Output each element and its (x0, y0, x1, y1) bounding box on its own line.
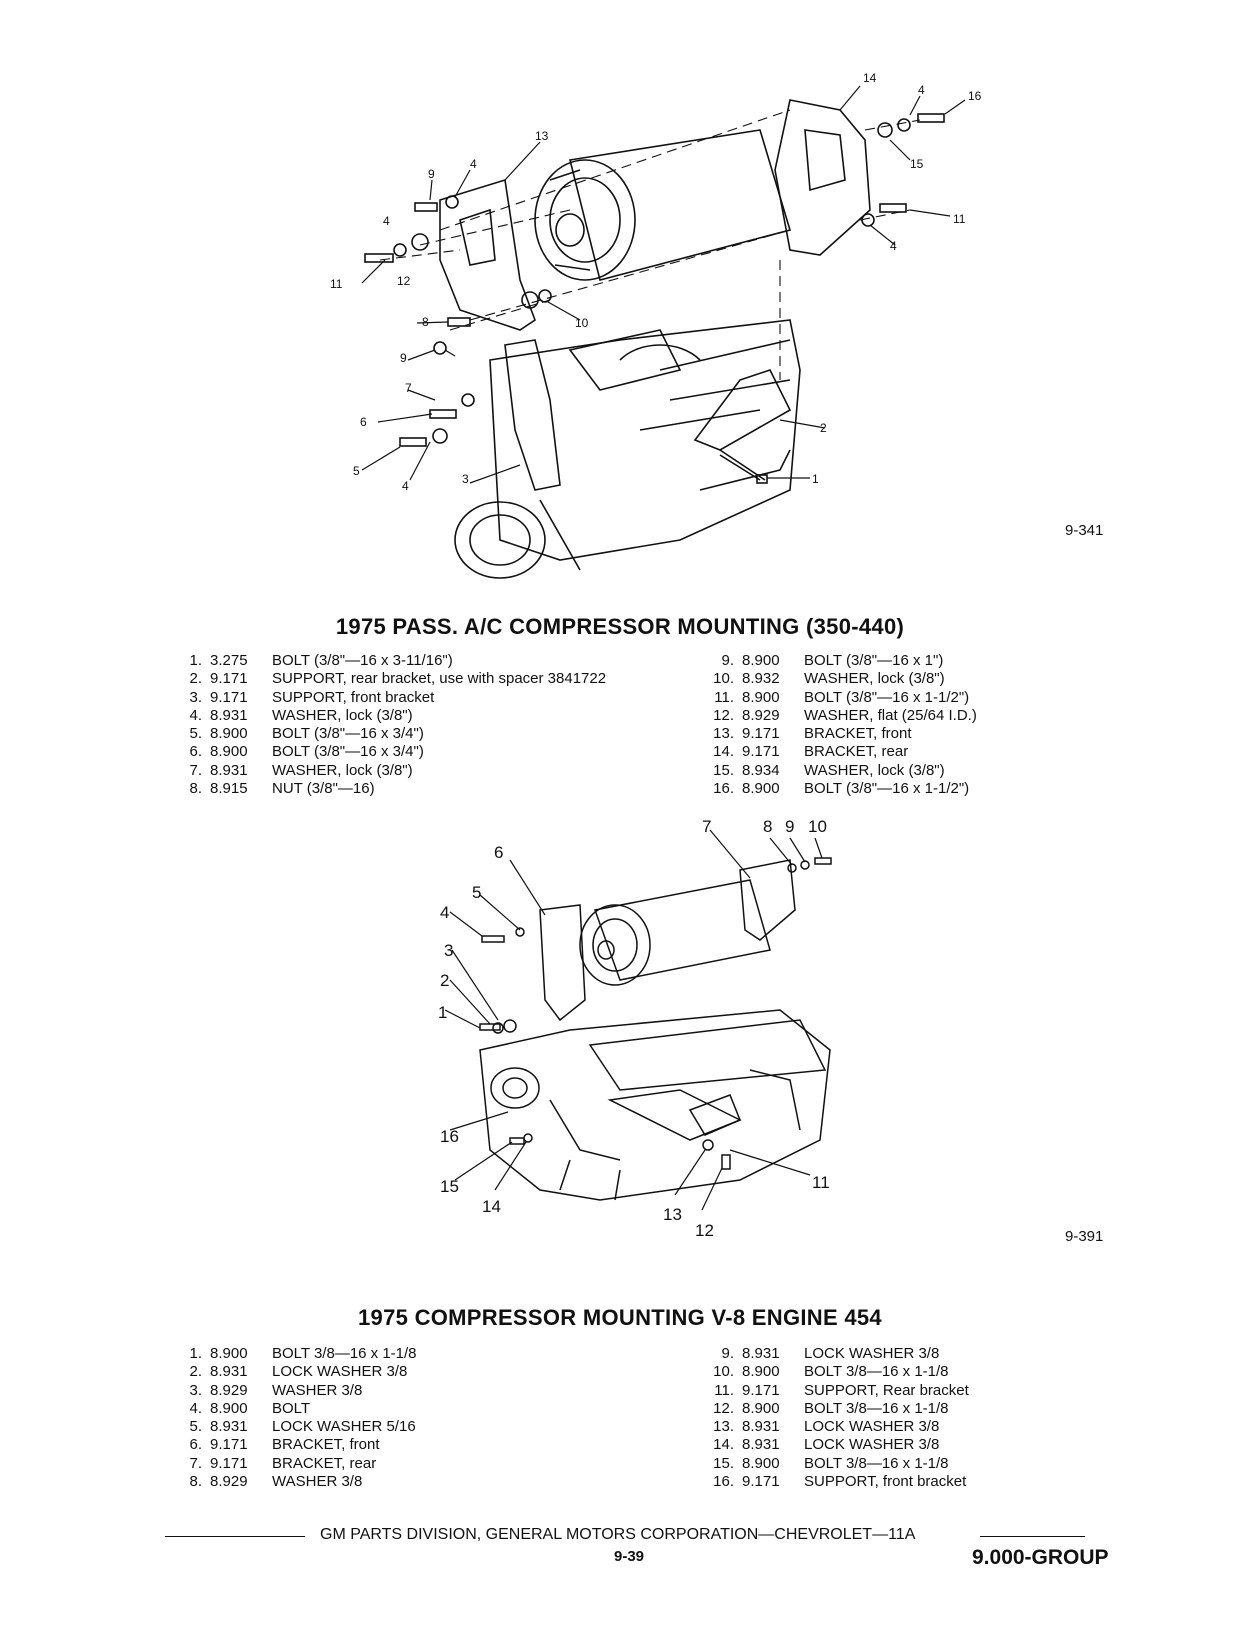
callout-label: 13 (535, 129, 549, 143)
callout-label: 7 (702, 820, 712, 836)
callout-label: 1 (812, 472, 819, 486)
part-code: 8.929 (210, 1381, 248, 1399)
parts-list-item (180, 707, 606, 725)
parts-list-item (180, 1473, 417, 1491)
callout-label: 14 (482, 1197, 501, 1216)
callout-label: 7 (405, 381, 412, 395)
part-description: WASHER, flat (25/64 I.D.) (804, 706, 977, 724)
callout-label: 12 (397, 274, 411, 288)
callout-label: 2 (820, 421, 827, 435)
parts-list-left (180, 1345, 417, 1491)
part-description: BOLT (3/8"—16 x 3/4") (272, 743, 424, 761)
part-description: NUT (3/8"—16) (272, 780, 375, 798)
part-code: 9.171 (210, 688, 248, 706)
part-number: 1. (189, 1345, 202, 1362)
part-number: 12. (713, 1399, 734, 1417)
part-number: 4. (189, 706, 202, 724)
parts-list-item (180, 1363, 417, 1381)
part-number: 12. (713, 706, 734, 724)
part-description: WASHER, lock (3/8") (804, 761, 945, 779)
part-description: WASHER, lock (3/8") (804, 670, 945, 688)
part-number: 10. (713, 670, 734, 688)
figure-number: 9-391 (1065, 1228, 1104, 1245)
part-description: WASHER 3/8 (272, 1473, 363, 1491)
part-number: 8. (189, 1473, 202, 1491)
part-number: 6. (189, 1436, 202, 1454)
parts-list-item (712, 1400, 969, 1418)
parts-list-item (180, 1418, 417, 1436)
compressor-body (535, 130, 790, 280)
callout-label: 15 (440, 1177, 459, 1196)
callout-label: 14 (863, 71, 877, 85)
parts-list-item (180, 1436, 417, 1454)
part-number: 8. (189, 780, 202, 798)
parts-list-right (712, 652, 977, 798)
part-number: 15. (713, 1454, 734, 1472)
callout-label: 1 (438, 1003, 448, 1022)
parts-list-item (180, 1345, 417, 1363)
part-description: LOCK WASHER 3/8 (804, 1436, 940, 1454)
parts-list-item (180, 725, 606, 743)
callout-label: 15 (910, 157, 924, 171)
part-description: BOLT (3/8"—16 x 1-1/2") (804, 688, 970, 706)
part-number: 10. (713, 1363, 734, 1381)
callout-label: 6 (494, 843, 504, 862)
part-code: 9.171 (210, 1436, 248, 1454)
part-description: BOLT (3/8"—16 x 3-11/16") (272, 652, 453, 669)
parts-list-item (180, 743, 606, 761)
part-description: BRACKET, rear (804, 743, 909, 761)
part-description: WASHER 3/8 (272, 1381, 363, 1399)
part-code: 8.900 (742, 1399, 780, 1417)
part-number: 7. (189, 761, 202, 779)
callout-label: 9 (785, 820, 795, 836)
callout-label: 11 (330, 277, 343, 291)
parts-list-item (712, 780, 977, 798)
rear-bracket (775, 100, 870, 255)
engine-block (480, 1010, 830, 1200)
part-number: 13. (713, 725, 734, 743)
callout-label: 12 (695, 1221, 714, 1240)
figure-title: 1975 COMPRESSOR MOUNTING V-8 ENGINE 454 (358, 1305, 882, 1330)
diagram-compressor-mounting-350-440 (320, 70, 1040, 610)
callout-label: 11 (953, 212, 966, 226)
parts-list-item (180, 780, 606, 798)
part-code: 8.931 (742, 1345, 780, 1362)
figure-title: 1975 PASS. A/C COMPRESSOR MOUNTING (350-440) (335, 614, 905, 639)
rear-support (695, 370, 790, 480)
part-number: 2. (189, 670, 202, 688)
part-code: 9.171 (742, 725, 780, 743)
part-description: BOLT 3/8—16 x 1-1/8 (804, 1454, 949, 1472)
part-code: 8.931 (742, 1436, 780, 1454)
part-code: 8.931 (742, 1418, 780, 1436)
callout-label: 11 (812, 1173, 830, 1192)
part-code: 9.171 (742, 743, 780, 761)
front-bracket (540, 905, 585, 1020)
parts-list-item (180, 689, 606, 707)
part-code: 8.929 (210, 1473, 248, 1491)
part-code: 8.934 (742, 761, 780, 779)
callout-label: 4 (383, 214, 390, 228)
part-description: LOCK WASHER 3/8 (804, 1345, 940, 1362)
part-code: 8.931 (210, 1418, 248, 1436)
alignment-lines (380, 110, 920, 380)
part-description: BOLT (3/8"—16 x 1-1/2") (804, 780, 970, 798)
parts-list-item (712, 1473, 969, 1491)
part-number: 11. (714, 1381, 734, 1399)
callout-label: 10 (575, 316, 589, 330)
part-number: 4. (189, 1399, 202, 1417)
part-code: 8.900 (742, 652, 780, 669)
part-code: 8.900 (210, 743, 248, 761)
part-description: LOCK WASHER 3/8 (272, 1363, 408, 1381)
part-code: 9.171 (210, 670, 248, 688)
parts-list-item (712, 670, 977, 688)
part-code: 9.171 (742, 1473, 780, 1491)
parts-list-item (712, 743, 977, 761)
part-number: 11. (714, 688, 734, 706)
part-description: LOCK WASHER 5/16 (272, 1418, 416, 1436)
callout-label: 6 (360, 415, 367, 429)
part-number: 16. (713, 1473, 734, 1491)
part-code: 9.171 (742, 1381, 780, 1399)
parts-list-item (180, 1455, 417, 1473)
part-description: SUPPORT, rear bracket, use with spacer 3841722 (272, 670, 607, 688)
callout-label: 9 (400, 351, 407, 365)
parts-list-item (712, 1436, 969, 1454)
part-number: 14. (713, 1436, 734, 1454)
part-code: 8.929 (742, 706, 780, 724)
part-number: 6. (189, 743, 202, 761)
callout-label: 5 (353, 464, 360, 478)
parts-list-item (712, 652, 977, 670)
part-number: 13. (713, 1418, 734, 1436)
callout-label: 4 (440, 903, 450, 922)
callout-label: 16 (968, 89, 982, 103)
part-number: 15. (713, 761, 734, 779)
parts-list-item (712, 1418, 969, 1436)
part-description: BOLT (272, 1399, 311, 1417)
part-code: 3.275 (210, 652, 248, 669)
part-code: 8.931 (210, 706, 248, 724)
callout-label: 4 (890, 239, 897, 253)
part-description: BRACKET, rear (272, 1454, 377, 1472)
parts-list-item (712, 1363, 969, 1381)
callout-label: 16 (440, 1127, 459, 1146)
part-code: 8.931 (210, 1363, 248, 1381)
callout-label: 4 (918, 83, 925, 97)
parts-list-right (712, 1345, 969, 1491)
part-description: BRACKET, front (804, 725, 912, 743)
part-code: 8.931 (210, 761, 248, 779)
part-number: 9. (721, 652, 734, 669)
part-description: BOLT 3/8—16 x 1-1/8 (804, 1399, 949, 1417)
part-number: 5. (189, 1418, 202, 1436)
part-number: 16. (713, 780, 734, 798)
parts-list-item (712, 1382, 969, 1400)
part-number: 3. (189, 688, 202, 706)
parts-list-item (712, 1455, 969, 1473)
parts-list-item (180, 670, 606, 688)
part-code: 8.900 (742, 1363, 780, 1381)
callout-label: 3 (444, 941, 454, 960)
part-code: 8.900 (210, 725, 248, 743)
parts-list-item (180, 1400, 417, 1418)
part-number: 5. (189, 725, 202, 743)
part-code: 8.915 (210, 780, 248, 798)
part-number: 9. (721, 1345, 734, 1362)
callout-label: 13 (663, 1205, 682, 1224)
part-number: 1. (189, 652, 202, 669)
diagram-compressor-mounting-v8-454 (420, 820, 880, 1290)
callout-label: 8 (763, 820, 773, 836)
group-label: 9.000-GROUP (972, 1546, 1109, 1569)
part-code: 8.900 (210, 1345, 248, 1362)
page-number: 9-39 (614, 1548, 645, 1565)
part-description: WASHER, lock (3/8") (272, 761, 413, 779)
parts-list-left (180, 652, 606, 798)
part-description: SUPPORT, front bracket (272, 688, 435, 706)
callout-label: 3 (462, 472, 469, 486)
part-code: 8.900 (742, 688, 780, 706)
part-description: BOLT 3/8—16 x 1-1/8 (272, 1345, 417, 1362)
callout-label: 10 (808, 820, 827, 836)
parts-list-item (180, 652, 606, 670)
part-code: 9.171 (210, 1454, 248, 1472)
leader-lines (445, 830, 822, 1210)
parts-list-item (712, 725, 977, 743)
footer-rule-left (165, 1536, 305, 1537)
parts-list-item (712, 707, 977, 725)
part-description: BOLT (3/8"—16 x 3/4") (272, 725, 424, 743)
figure-number: 9-341 (1065, 522, 1104, 539)
part-number: 7. (189, 1454, 202, 1472)
part-description: BOLT (3/8"—16 x 1") (804, 652, 944, 669)
parts-list-item (712, 762, 977, 780)
part-description: LOCK WASHER 3/8 (804, 1418, 940, 1436)
part-description: SUPPORT, Rear bracket (804, 1381, 969, 1399)
callout-label: 4 (470, 157, 477, 171)
part-code: 8.900 (742, 1454, 780, 1472)
parts-list-item (180, 762, 606, 780)
parts-list-item (712, 689, 977, 707)
footer-publisher: GM PARTS DIVISION, GENERAL MOTORS CORPORATION—CHEVROLET—11A (320, 1526, 916, 1543)
part-code: 8.900 (742, 780, 780, 798)
callout-label: 5 (472, 883, 482, 902)
part-number: 14. (713, 743, 734, 761)
part-number: 2. (189, 1363, 202, 1381)
part-description: BRACKET, front (272, 1436, 380, 1454)
part-description: WASHER, lock (3/8") (272, 706, 413, 724)
callout-label: 2 (440, 971, 450, 990)
part-code: 8.900 (210, 1399, 248, 1417)
parts-list-item (180, 1382, 417, 1400)
rear-bracket (740, 860, 795, 940)
callout-label: 4 (402, 479, 409, 493)
callout-label: 8 (422, 315, 429, 329)
part-number: 3. (189, 1381, 202, 1399)
callout-labels (330, 71, 982, 493)
part-description: BOLT 3/8—16 x 1-1/8 (804, 1363, 949, 1381)
footer-rule-right (980, 1536, 1085, 1537)
part-description: SUPPORT, front bracket (804, 1473, 967, 1491)
part-code: 8.932 (742, 670, 780, 688)
callout-label: 9 (428, 167, 435, 181)
parts-list-item (712, 1345, 969, 1363)
